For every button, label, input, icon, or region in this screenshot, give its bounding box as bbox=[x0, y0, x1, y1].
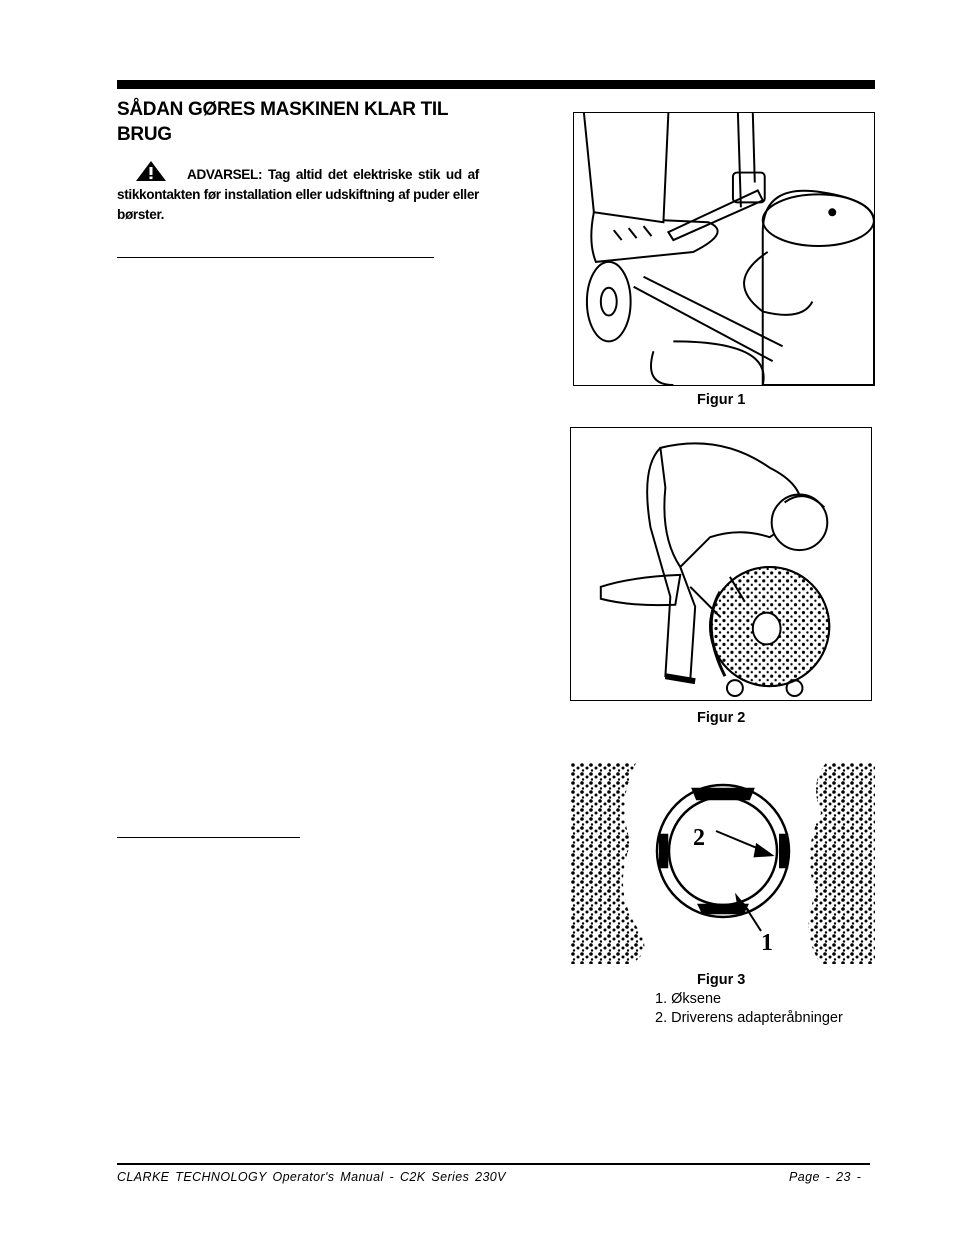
footer-rule bbox=[117, 1163, 870, 1165]
callout-2: 2 bbox=[693, 825, 705, 851]
callout-1: 1 bbox=[761, 930, 773, 956]
figure-1-image bbox=[573, 112, 875, 386]
figure-2-image bbox=[570, 427, 872, 701]
figure-1-caption: Figur 1 bbox=[697, 392, 746, 408]
section-heading: SÅDAN GØRES MASKINEN KLAR TIL BRUG bbox=[117, 99, 448, 145]
top-rule bbox=[117, 80, 875, 89]
legend-item-2: 2. Driverens adapteråbninger bbox=[655, 1010, 843, 1026]
warning-label: ADVARSEL: bbox=[187, 167, 263, 182]
figure-3-caption: Figur 3 bbox=[697, 972, 746, 988]
warning-note bbox=[117, 160, 479, 225]
legend-item-1: 1. Øksene bbox=[655, 991, 722, 1007]
footer-page-number: Page - 23 - bbox=[789, 1170, 862, 1184]
blank-rule-1 bbox=[117, 257, 434, 258]
footer-manual-title: CLARKE TECHNOLOGY Operator's Manual - C2K Series 230V bbox=[117, 1170, 506, 1184]
warning-text: Tag altid det elektriske stik ud af stikkontakten før installation eller udskiftning af puder eller børster. bbox=[117, 167, 479, 222]
figure-3-legend bbox=[655, 990, 843, 1028]
warning-icon bbox=[135, 160, 167, 182]
figure-3-image bbox=[571, 763, 875, 964]
figure-2-caption: Figur 2 bbox=[697, 710, 746, 726]
blank-rule-2 bbox=[117, 837, 300, 838]
